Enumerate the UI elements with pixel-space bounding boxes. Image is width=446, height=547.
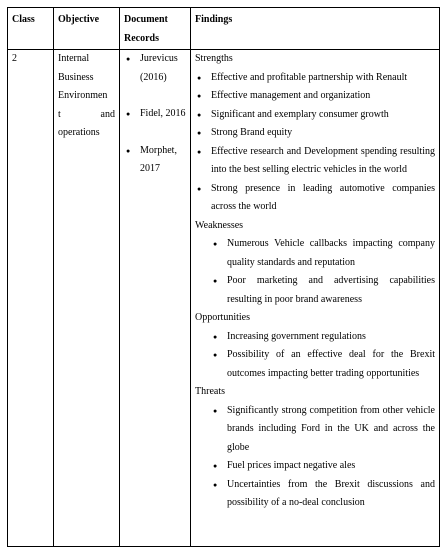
finding-item xyxy=(195,328,435,347)
finding-text: Increasing government regulations xyxy=(227,330,366,342)
header-findings: Findings xyxy=(191,8,440,50)
objective-line: Internal xyxy=(58,53,90,64)
finding-item xyxy=(195,235,435,272)
finding-text: Uncertainties from the Brexit discussions and possibility of a no-deal conclusion xyxy=(227,478,435,508)
bullet-icon: ● xyxy=(197,184,202,193)
finding-item xyxy=(195,143,435,180)
bullet-icon: ● xyxy=(126,146,131,155)
bullet-icon: ● xyxy=(197,92,202,100)
section-title: Strengths xyxy=(195,53,233,64)
bullet-icon: ● xyxy=(213,332,218,341)
opportunities-list xyxy=(195,328,435,384)
threats-section xyxy=(195,383,435,513)
strengths-section xyxy=(195,50,435,217)
finding-item xyxy=(195,402,435,458)
header-document-records: Document Records xyxy=(120,8,191,50)
weaknesses-list xyxy=(195,235,435,309)
finding-item xyxy=(195,272,435,309)
class-cell: 2 xyxy=(8,50,54,547)
bullet-icon: ● xyxy=(197,110,202,119)
strengths-list xyxy=(195,69,435,217)
records-cell xyxy=(120,50,191,547)
finding-item xyxy=(195,180,435,217)
bullet-icon: ● xyxy=(126,110,131,118)
finding-text: Fuel prices impact negative ales xyxy=(227,460,356,471)
table-row xyxy=(8,50,440,547)
section-title: Threats xyxy=(195,386,225,397)
bullet-icon: ● xyxy=(213,277,218,285)
bullet-icon: ● xyxy=(213,480,218,489)
finding-item xyxy=(195,457,435,476)
objective-cell xyxy=(54,50,120,547)
objective-line: operations xyxy=(58,127,100,138)
header-row xyxy=(8,8,440,50)
record-text: Jurevicus (2016) xyxy=(140,53,178,83)
record-item xyxy=(124,50,186,87)
finding-text: Effective and profitable partnership with Renault xyxy=(211,71,408,83)
objective-line: Business xyxy=(58,71,94,83)
bullet-icon: ● xyxy=(197,129,202,137)
record-item xyxy=(124,142,186,179)
finding-text: Significantly strong competition from other vehicle brands including Ford in the UK and across the globe xyxy=(227,404,435,453)
finding-text: Effective management and organization xyxy=(211,90,371,101)
finding-text: Numerous Vehicle callbacks impacting company quality standards and reputation xyxy=(227,238,435,268)
opportunities-section xyxy=(195,309,435,383)
finding-text: Poor marketing and advertising capabilities resulting in poor brand awareness xyxy=(227,275,435,305)
record-item xyxy=(124,105,186,124)
records-list xyxy=(124,50,186,179)
finding-item xyxy=(195,87,435,106)
bullet-icon: ● xyxy=(197,147,202,156)
finding-text: Effective research and Development spending resulting into the best selling electric vehicles in the world xyxy=(211,145,435,175)
finding-item xyxy=(195,106,435,125)
bullet-icon: ● xyxy=(213,406,218,415)
finding-item xyxy=(195,124,435,143)
section-title: Weaknesses xyxy=(195,219,244,231)
bullet-icon: ● xyxy=(197,73,202,82)
finding-item xyxy=(195,476,435,513)
threats-list xyxy=(195,402,435,513)
finding-text: Possibility of an effective deal for the Brexit outcomes impacting better trading opportunities xyxy=(227,349,435,379)
header-class: Class xyxy=(8,8,54,50)
finding-item xyxy=(195,346,435,383)
finding-text: Strong presence in leading automotive companies across the world xyxy=(211,182,435,212)
findings-cell xyxy=(191,50,440,547)
objective-line: Environmen xyxy=(58,90,108,101)
bullet-icon: ● xyxy=(213,351,218,359)
weaknesses-section xyxy=(195,217,435,310)
bullet-icon: ● xyxy=(213,462,218,470)
finding-text: Strong Brand equity xyxy=(211,127,293,138)
objective-line: t and xyxy=(58,108,115,120)
section-title: Opportunities xyxy=(195,312,250,323)
bullet-icon: ● xyxy=(126,55,131,63)
header-objective: Objective xyxy=(54,8,120,50)
bullet-icon: ● xyxy=(213,240,218,248)
record-text: Fidel, 2016 xyxy=(140,108,186,119)
finding-item xyxy=(195,69,435,88)
findings-table xyxy=(7,7,440,547)
finding-text: Significant and exemplary consumer growth xyxy=(211,108,389,120)
record-text: Morphet, 2017 xyxy=(140,144,177,174)
